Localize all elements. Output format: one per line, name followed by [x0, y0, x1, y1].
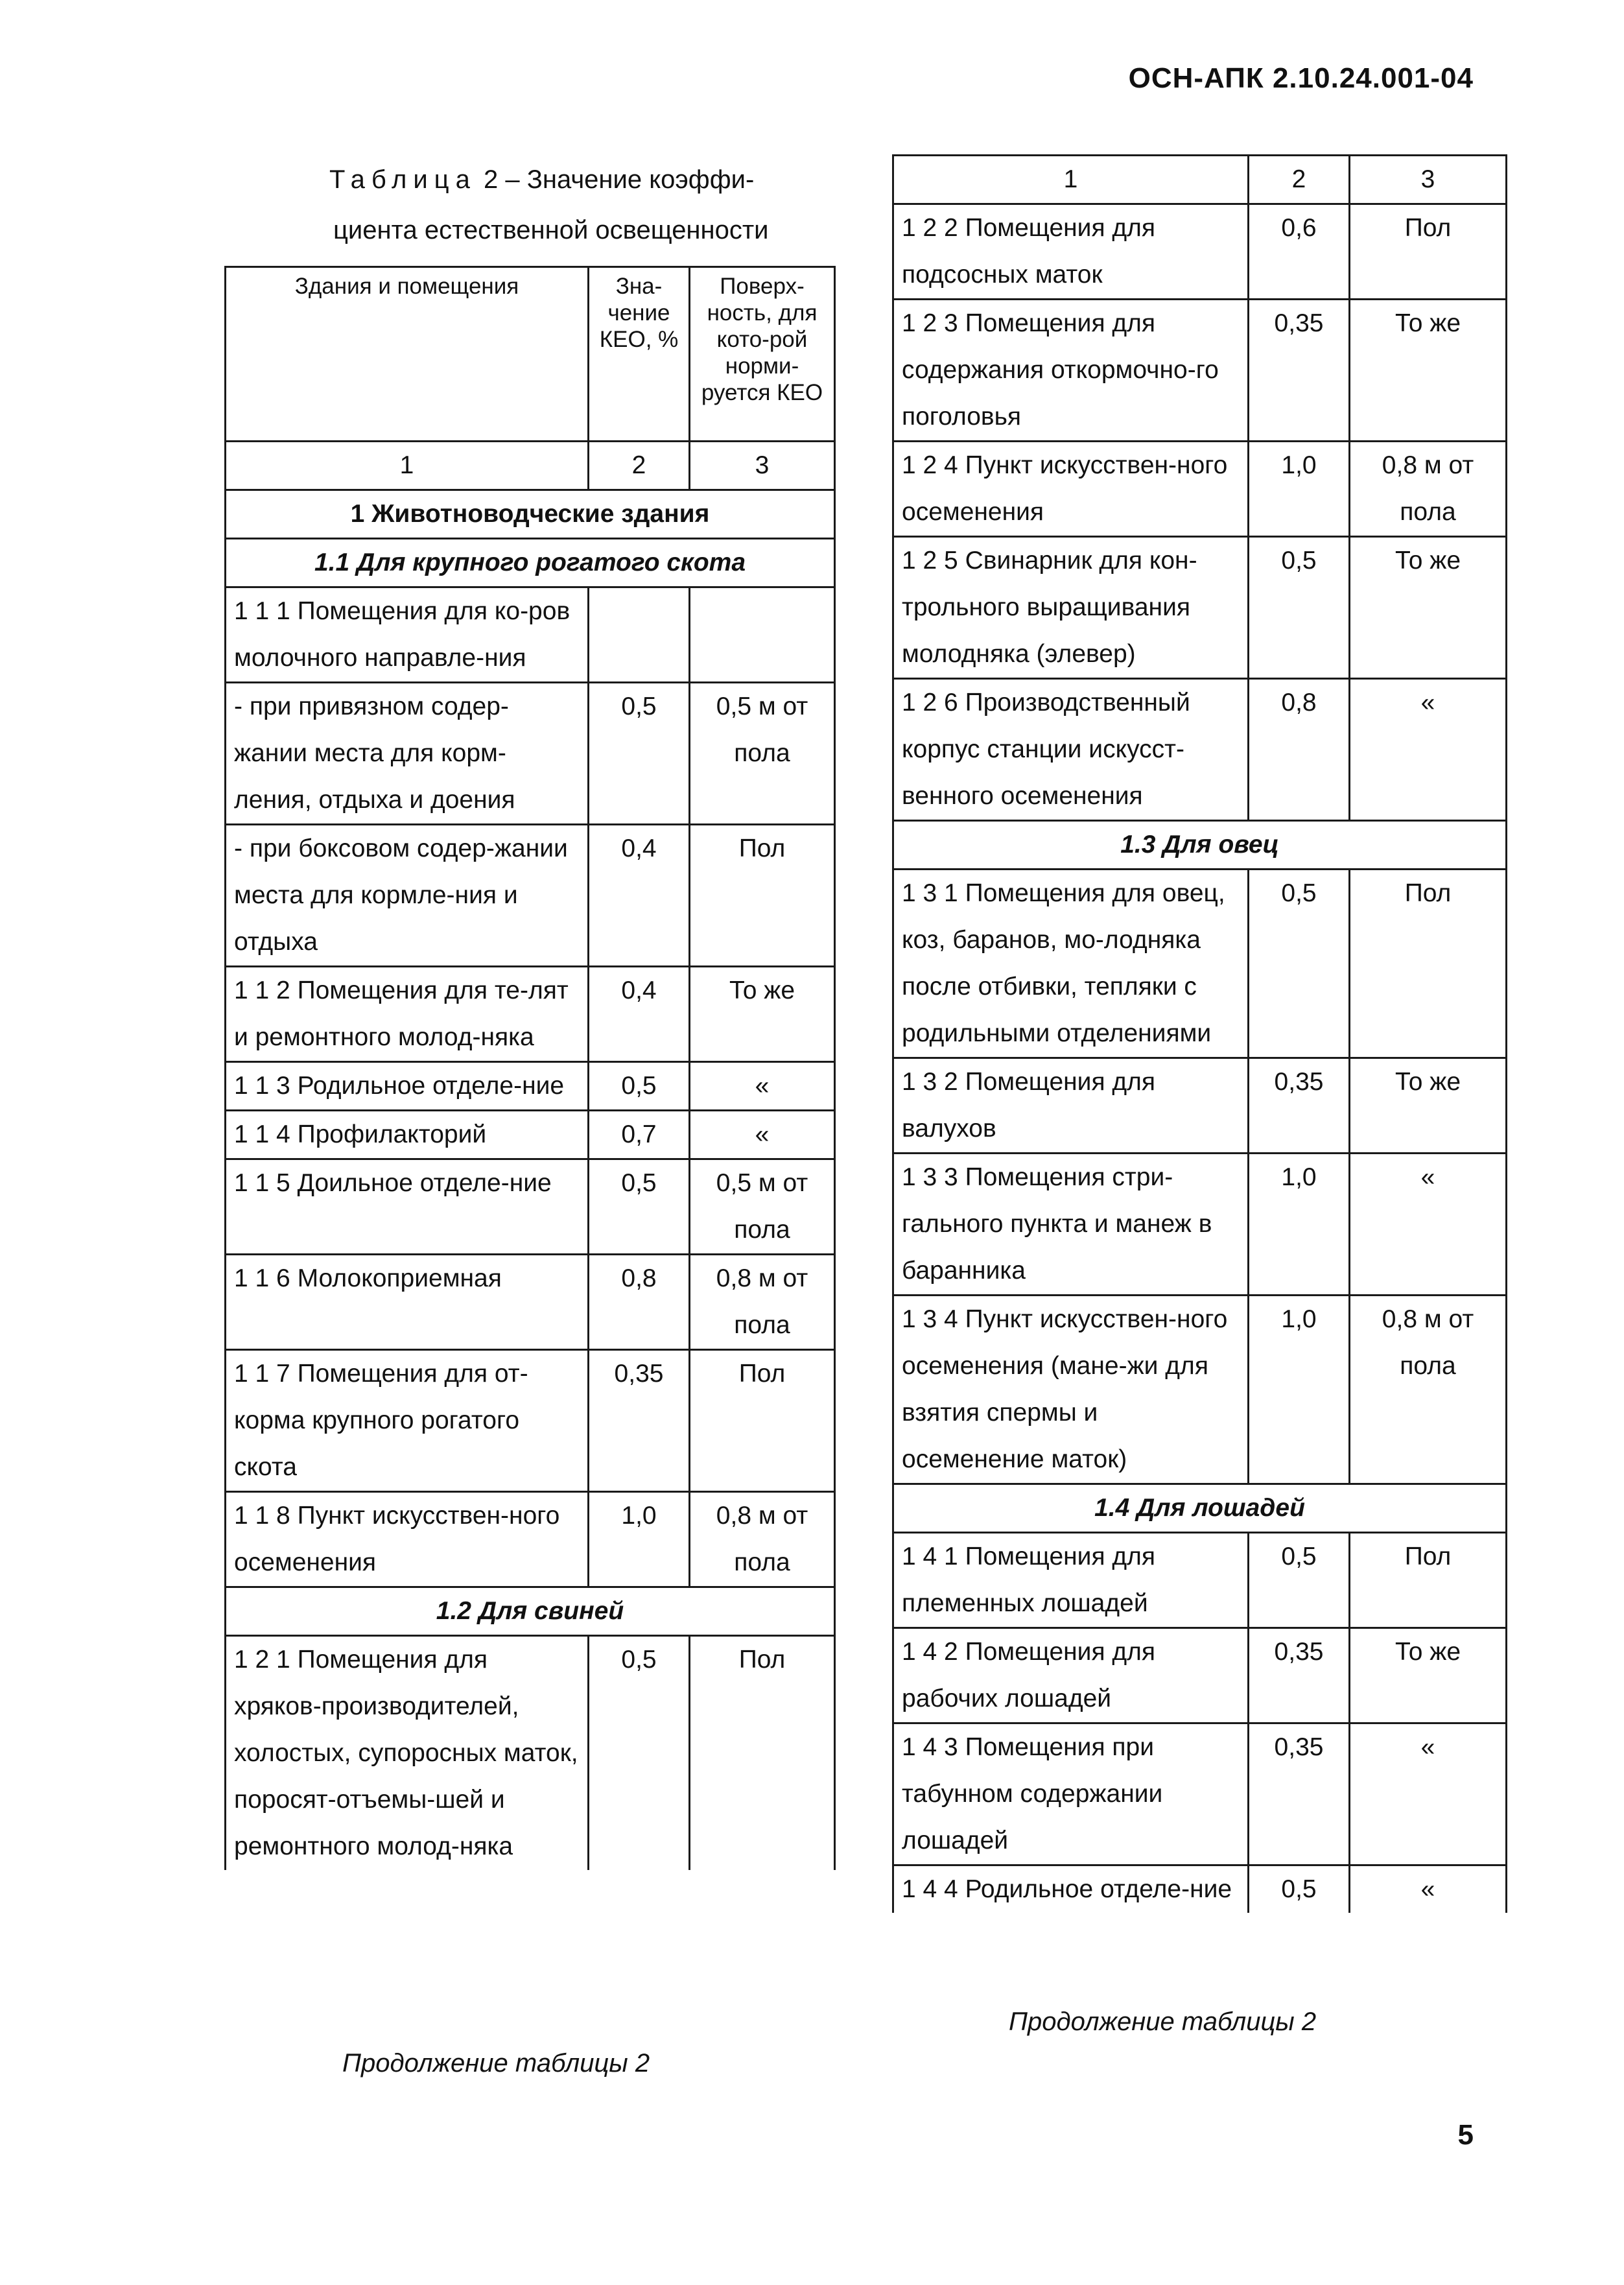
surface-cell: То же	[1350, 300, 1507, 442]
keo-value-cell: 1,0	[589, 1492, 690, 1587]
table-row	[226, 1255, 835, 1350]
section-title: 1 Животноводческие здания	[226, 490, 835, 539]
keo-value-cell: 1,0	[1249, 1296, 1350, 1484]
keo-value-cell: 1,0	[1249, 1154, 1350, 1296]
table-row	[226, 1492, 835, 1587]
surface-cell: 0,8 м от пола	[690, 1255, 835, 1350]
table-row	[893, 1154, 1507, 1296]
table-row	[893, 870, 1507, 1058]
page-number: 5	[1457, 2119, 1474, 2151]
surface-cell: Пол	[690, 825, 835, 967]
room-name-cell: 1 2 6 Производственный корпус станции искусст-венного осеменения	[893, 679, 1249, 821]
room-name-cell: 1 3 3 Помещения стри-гального пункта и манеж в баранника	[893, 1154, 1249, 1296]
surface-cell: Пол	[1350, 1533, 1507, 1628]
table-row	[893, 1628, 1507, 1723]
table-row	[226, 1350, 835, 1492]
table-row	[226, 967, 835, 1062]
keo-value-cell: 0,4	[589, 967, 690, 1062]
room-name-cell: 1 2 1 Помещения для хряков-производителей, холостых, супоросных маток, поросят-отъемы-шей и ремонтного молод-няка	[226, 1636, 589, 1871]
room-name-cell: 1 1 7 Помещения для от-корма крупного рогатого скота	[226, 1350, 589, 1492]
keo-value-cell: 0,4	[589, 825, 690, 967]
column-numbers-row	[893, 156, 1507, 204]
keo-value-cell: 0,8	[589, 1255, 690, 1350]
keo-value-cell: 0,6	[1249, 204, 1350, 300]
surface-cell: То же	[1350, 537, 1507, 679]
table-continued-label: Продолжение таблицы 2	[1009, 2007, 1317, 2036]
table-header-row	[226, 267, 835, 442]
keo-value-cell: 0,7	[589, 1111, 690, 1159]
section-title: 1.3 Для овец	[893, 821, 1507, 870]
keo-value-cell: 0,5	[1249, 537, 1350, 679]
surface-cell: То же	[1350, 1058, 1507, 1154]
surface-cell: 0,8 м от пола	[1350, 442, 1507, 537]
keo-value-cell	[589, 587, 690, 683]
keo-value-cell: 0,35	[589, 1350, 690, 1492]
keo-value-cell: 0,5	[589, 1159, 690, 1255]
room-name-cell: 1 4 3 Помещения при табунном содержании лошадей	[893, 1723, 1249, 1865]
header-keo: Зна-чение КЕО, %	[589, 267, 690, 442]
surface-cell: То же	[690, 967, 835, 1062]
table-row	[893, 1723, 1507, 1865]
surface-cell	[690, 587, 835, 683]
table-row	[893, 1058, 1507, 1154]
surface-cell: «	[1350, 1865, 1507, 1913]
keo-value-cell: 0,5	[1249, 870, 1350, 1058]
keo-value-cell: 0,8	[1249, 679, 1350, 821]
surface-cell: 0,8 м от пола	[690, 1492, 835, 1587]
keo-value-cell: 0,5	[589, 1636, 690, 1871]
section-row	[893, 1484, 1507, 1533]
column-number: 1	[226, 442, 589, 490]
surface-cell: «	[1350, 679, 1507, 821]
room-name-cell: 1 1 3 Родильное отделе-ние	[226, 1062, 589, 1111]
table-row	[226, 1636, 835, 1871]
section-row	[893, 821, 1507, 870]
keo-value-cell: 0,35	[1249, 1628, 1350, 1723]
section-title: 1.2 Для свиней	[226, 1587, 835, 1636]
section-title: 1.4 Для лошадей	[893, 1484, 1507, 1533]
surface-cell: Пол	[1350, 870, 1507, 1058]
table-part-left	[224, 266, 836, 1870]
caption-label: Таблица	[329, 165, 477, 194]
room-name-cell: 1 3 4 Пункт искусствен-ного осеменения (мане-жи для взятия спермы и осеменение маток)	[893, 1296, 1249, 1484]
table-row	[893, 679, 1507, 821]
table-row	[893, 442, 1507, 537]
table-continued-label: Продолжение таблицы 2	[342, 2049, 650, 2078]
table-row	[893, 1865, 1507, 1913]
room-name-cell: 1 4 1 Помещения для племенных лошадей	[893, 1533, 1249, 1628]
section-title: 1.1 Для крупного рогатого скота	[226, 539, 835, 587]
room-name-cell: 1 1 8 Пункт искусствен-ного осеменения	[226, 1492, 589, 1587]
table-row	[893, 1533, 1507, 1628]
document-code: ОСН-АПК 2.10.24.001-04	[1128, 62, 1474, 94]
surface-cell: Пол	[690, 1636, 835, 1871]
column-numbers-row	[226, 442, 835, 490]
room-name-cell: - при боксовом содер-жании места для кормле-ния и отдыха	[226, 825, 589, 967]
keo-value-cell: 0,35	[1249, 1058, 1350, 1154]
room-name-cell: 1 3 1 Помещения для овец, коз, баранов, мо-лодняка после отбивки, тепляки с родильными отделениями	[893, 870, 1249, 1058]
keo-value-cell: 0,5	[589, 1062, 690, 1111]
room-name-cell: 1 2 5 Свинарник для кон-трольного выращивания молодняка (элевер)	[893, 537, 1249, 679]
room-name-cell: - при привязном содер-жании места для корм-ления, отдыха и доения	[226, 683, 589, 825]
room-name-cell: 1 1 1 Помещения для ко-ров молочного направле-ния	[226, 587, 589, 683]
surface-cell: 0,5 м от пола	[690, 683, 835, 825]
room-name-cell: 1 1 5 Доильное отделе-ние	[226, 1159, 589, 1255]
column-number: 3	[1350, 156, 1507, 204]
keo-value-cell: 0,5	[1249, 1533, 1350, 1628]
surface-cell: То же	[1350, 1628, 1507, 1723]
caption-text-1: – Значение коэффи-	[505, 165, 755, 194]
column-number: 2	[1249, 156, 1350, 204]
column-number: 1	[893, 156, 1249, 204]
table-row	[893, 300, 1507, 442]
keo-value-cell: 0,5	[589, 683, 690, 825]
surface-cell: «	[1350, 1723, 1507, 1865]
surface-cell: «	[690, 1062, 835, 1111]
table-row	[226, 1159, 835, 1255]
section-row	[226, 1587, 835, 1636]
table-row	[226, 1062, 835, 1111]
header-surface: Поверх-ность, для кото-рой норми-руется КЕО	[690, 267, 835, 442]
keo-value-cell: 1,0	[1249, 442, 1350, 537]
room-name-cell: 1 2 2 Помещения для подсосных маток	[893, 204, 1249, 300]
surface-cell: «	[1350, 1154, 1507, 1296]
table-row	[893, 1296, 1507, 1484]
room-name-cell: 1 2 3 Помещения для содержания откормочно-го поголовья	[893, 300, 1249, 442]
column-number: 2	[589, 442, 690, 490]
room-name-cell: 1 4 2 Помещения для рабочих лошадей	[893, 1628, 1249, 1723]
table-row	[226, 683, 835, 825]
table-row	[893, 204, 1507, 300]
room-name-cell: 1 3 2 Помещения для валухов	[893, 1058, 1249, 1154]
room-name-cell: 1 1 2 Помещения для те-лят и ремонтного молод-няка	[226, 967, 589, 1062]
caption-number: 2	[483, 165, 499, 194]
table-row	[226, 825, 835, 967]
surface-cell: Пол	[1350, 204, 1507, 300]
surface-cell: Пол	[690, 1350, 835, 1492]
room-name-cell: 1 2 4 Пункт искусствен-ного осеменения	[893, 442, 1249, 537]
table-caption	[329, 154, 835, 255]
table-row	[226, 587, 835, 683]
section-row	[226, 490, 835, 539]
room-name-cell: 1 1 6 Молокоприемная	[226, 1255, 589, 1350]
column-number: 3	[690, 442, 835, 490]
surface-cell: «	[690, 1111, 835, 1159]
keo-value-cell: 0,5	[1249, 1865, 1350, 1913]
table-row	[226, 1111, 835, 1159]
room-name-cell: 1 4 4 Родильное отделе-ние	[893, 1865, 1249, 1913]
section-row	[226, 539, 835, 587]
caption-text-2: циента естественной освещенности	[333, 216, 769, 244]
surface-cell: 0,8 м от пола	[1350, 1296, 1507, 1484]
keo-value-cell: 0,35	[1249, 1723, 1350, 1865]
surface-cell: 0,5 м от пола	[690, 1159, 835, 1255]
table-row	[893, 537, 1507, 679]
table-part-right	[892, 154, 1507, 1913]
header-buildings: Здания и помещения	[226, 267, 589, 442]
keo-value-cell: 0,35	[1249, 300, 1350, 442]
room-name-cell: 1 1 4 Профилакторий	[226, 1111, 589, 1159]
